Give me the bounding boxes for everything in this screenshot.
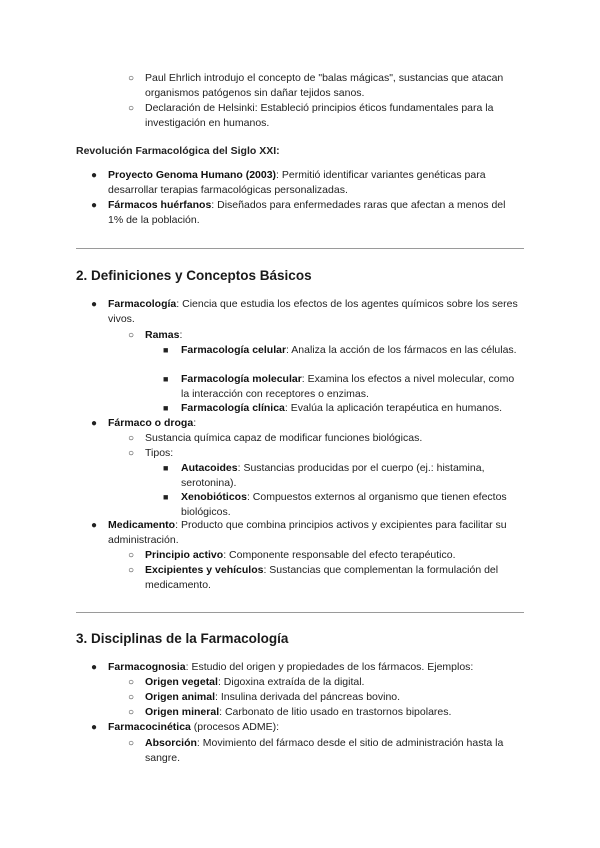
list-item [145,328,525,343]
circle-bullet-icon: ○ [128,550,135,561]
list-item [145,548,525,563]
definition: : Digoxina extraída de la digital. [217,676,365,688]
definition: : Movimiento del fármaco desde el sitio de administración hasta la sangre. [145,737,504,764]
list-item [108,660,528,675]
square-bullet-icon: ■ [163,345,169,355]
circle-bullet-icon: ○ [128,448,135,459]
circle-bullet-icon: ○ [128,103,135,114]
circle-bullet-icon: ○ [128,330,135,341]
circle-bullet-icon: ○ [128,677,135,688]
term: Farmacología [108,298,177,310]
circle-bullet-icon: ○ [128,433,135,444]
list-item: Paul Ehrlich introdujo el concepto de "balas mágicas", sustancias que atacan organismos patógenos sin dañar tejidos sanos. [145,72,504,99]
list-item [108,518,523,548]
term: Principio activo [145,549,224,561]
definition: : [193,417,197,429]
list-item [108,720,523,735]
term: Medicamento [108,519,176,531]
term: Autacoides [181,462,238,474]
bullet-icon: ● [91,418,98,429]
list-item: Tipos: [145,447,174,459]
list-item [145,736,530,766]
list-item [145,675,525,690]
bullet-icon: ● [91,722,98,733]
definition: : Examina los efectos a nivel molecular, como la interacción con receptores o enzimas. [181,373,515,400]
list-item [108,297,523,327]
circle-bullet-icon: ○ [128,565,135,576]
horizontal-divider [76,612,524,613]
square-bullet-icon: ■ [163,463,169,473]
list-item [145,705,530,720]
bullet-icon: ● [91,170,98,181]
term: Excipientes y vehículos [145,564,264,576]
horizontal-divider [76,248,524,249]
definition: : Analiza la acción de los fármacos en las células. [286,344,517,356]
definition: : Insulina derivada del páncreas bovino. [215,691,401,703]
circle-bullet-icon: ○ [128,738,135,749]
list-item [181,490,529,520]
definition: : Permitió identificar variantes genéticas para desarrollar terapias farmacológicas personalizadas. [108,169,486,196]
list-item: Declaración de Helsinki: Estableció principios éticos fundamentales para la investigación en humanos. [145,102,494,129]
term: Fármacos huérfanos [108,199,212,211]
list-item [108,198,523,228]
bullet-icon: ● [91,299,98,310]
definition: : Producto que combina principios activos y excipientes para facilitar su administración. [108,519,507,546]
definition: : Evalúa la aplicación terapéutica en humanos. [284,402,503,414]
list-item [145,690,525,705]
definition: : Componente responsable del efecto terapéutico. [223,549,456,561]
term: Origen animal [145,691,216,703]
term: Xenobióticos [181,491,247,503]
list-item [108,168,523,198]
term: Origen vegetal [145,676,218,688]
definition: : Ciencia que estudia los efectos de los agentes químicos sobre los seres vivos. [108,298,518,325]
term: Fármaco o droga [108,417,194,429]
circle-bullet-icon: ○ [128,73,135,84]
list-item [181,461,524,491]
list-item [181,372,524,402]
definition: : Carbonato de litio usado en trastornos bipolares. [219,706,452,718]
bullet-icon: ● [91,520,98,531]
list-item [181,401,524,416]
term: Proyecto Genoma Humano (2003) [108,169,277,181]
circle-bullet-icon: ○ [128,692,135,703]
definition: : Estudio del origen y propiedades de los fármacos. Ejemplos: [185,661,474,673]
list-item [145,563,530,593]
term: Absorción [145,737,197,749]
term: Farmacocinética [108,721,191,733]
term: Farmacología clínica [181,402,285,414]
list-item [108,416,523,431]
circle-bullet-icon: ○ [128,707,135,718]
square-bullet-icon: ■ [163,492,169,502]
section-title: 2. Definiciones y Conceptos Básicos [76,268,312,283]
definition: (procesos ADME): [190,721,279,733]
definition: : [179,329,183,341]
square-bullet-icon: ■ [163,403,169,413]
section-title: 3. Disciplinas de la Farmacología [76,631,289,646]
list-item: Sustancia química capaz de modificar funciones biológicas. [145,432,423,444]
term: Farmacognosia [108,661,186,673]
term: Farmacología molecular [181,373,302,385]
term: Ramas [145,329,180,341]
bullet-icon: ● [91,200,98,211]
term: Farmacología celular [181,344,287,356]
list-item [181,343,524,358]
definition: : Diseñados para enfermedades raras que afectan a menos del 1% de la población. [108,199,506,226]
definition: : Compuestos externos al organismo que tienen efectos biológicos. [181,491,507,518]
definition: : Sustancias que complementan la formulación del medicamento. [145,564,499,591]
square-bullet-icon: ■ [163,374,169,384]
definition: : Sustancias producidas por el cuerpo (ej.: histamina, serotonina). [181,462,485,489]
subsection-heading: Revolución Farmacológica del Siglo XXI: [76,145,280,157]
bullet-icon: ● [91,662,98,673]
term: Origen mineral [145,706,220,718]
